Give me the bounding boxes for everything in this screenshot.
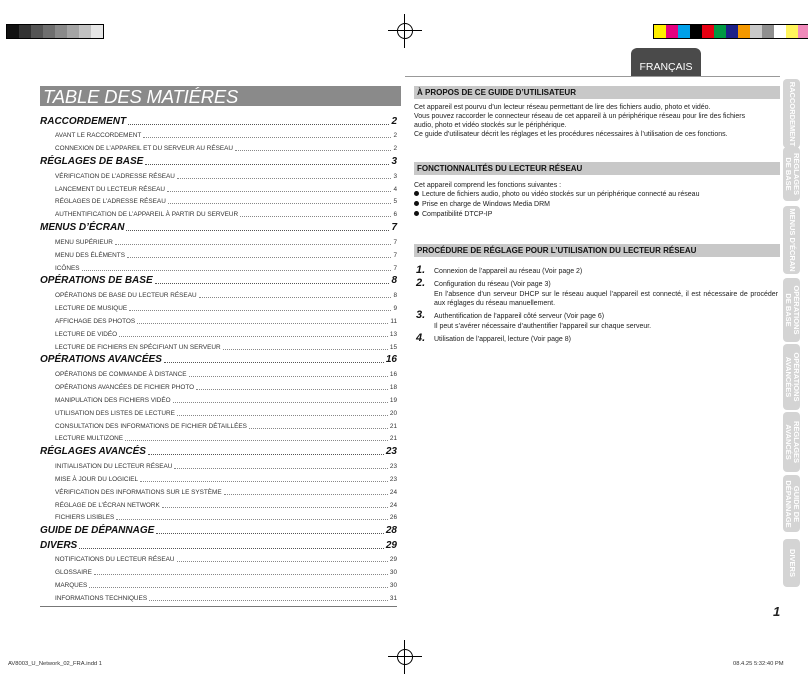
toc-page: 24 [389, 488, 397, 496]
toc-page: 30 [389, 582, 397, 590]
toc-page: 13 [389, 330, 397, 338]
toc-entry[interactable] [55, 470, 397, 483]
toc-page: 7 [393, 238, 397, 246]
language-tab: FRANÇAIS [631, 48, 701, 76]
swatch [774, 25, 786, 38]
toc-section[interactable] [40, 536, 397, 551]
toc-page: 5 [393, 198, 397, 206]
side-tab-reglages-avances[interactable]: RÉGLAGES AVANCÉS [783, 412, 800, 472]
leader-dots [115, 244, 392, 245]
side-tab-operations-base[interactable]: OPÉRATIONS DE BASE [783, 278, 800, 342]
procedure-steps [416, 264, 778, 344]
toc-entry[interactable] [55, 457, 397, 470]
leader-dots [199, 297, 392, 298]
toc-entry-label: MARQUES [55, 582, 88, 590]
toc-page: 7 [391, 221, 397, 233]
leader-dots [145, 164, 389, 165]
toc-entry[interactable] [55, 338, 397, 351]
toc-entry-label: MANIPULATION DES FICHIERS VIDÉO [55, 396, 171, 404]
toc-bottom-rule [40, 606, 397, 607]
toc-page: 20 [389, 409, 397, 417]
leader-dots [240, 216, 391, 217]
leader-dots [189, 376, 388, 377]
toc-entry[interactable] [55, 417, 397, 430]
bullet-icon [414, 211, 419, 216]
leader-dots [127, 257, 391, 258]
leader-dots [177, 178, 392, 179]
toc-page: 11 [390, 317, 397, 325]
step [416, 277, 778, 289]
toc-page: 16 [389, 370, 397, 378]
toc-entry-label: VÉRIFICATION DES INFORMATIONS SUR LE SYSTÈME [55, 488, 222, 496]
leader-dots [177, 415, 388, 416]
swatch [726, 25, 738, 38]
leader-dots [164, 362, 384, 363]
toc-section[interactable] [40, 443, 397, 458]
leader-dots [126, 230, 389, 231]
toc-entry[interactable] [55, 246, 397, 259]
side-tab-divers[interactable]: DIVERS [783, 539, 800, 587]
toc-section[interactable] [40, 152, 397, 167]
toc-entry-label: LANCEMENT DU LECTEUR RÉSEAU [55, 185, 165, 193]
toc-page: 18 [389, 383, 397, 391]
toc-entry-label: OPÉRATIONS AVANCÉES DE FICHIER PHOTO [55, 383, 195, 391]
toc-page: 24 [389, 501, 397, 509]
toc-entry[interactable] [55, 589, 397, 602]
toc-page: 31 [389, 595, 397, 603]
toc-page: 3 [393, 172, 397, 180]
toc-entry-label: ICÔNES [55, 264, 80, 272]
features-intro: Cet appareil comprend les fonctions suivantes : [414, 182, 562, 189]
leader-dots [249, 428, 388, 429]
step-text: Configuration du réseau (Voir page 3) [434, 281, 551, 288]
toc-page: 7 [393, 251, 397, 259]
leader-dots [168, 203, 392, 204]
list-item: Prise en charge de Windows Media DRM [414, 200, 780, 210]
toc-page: 16 [385, 354, 397, 366]
toc-entry-label: RÉGLAGES DE L’ADRESSE RÉSEAU [55, 198, 166, 206]
swatch [654, 25, 666, 38]
toc-page: 6 [393, 211, 397, 219]
step-note: Il peut s’avérer nécessaire d’authentifier l’appareil sur chaque serveur. [434, 323, 652, 330]
toc-entry-label: MISE À JOUR DU LOGICIEL [55, 475, 139, 483]
toc-section-title: GUIDE DE DÉPANNAGE [40, 525, 155, 536]
toc-entry[interactable] [55, 286, 397, 299]
leader-dots [89, 587, 388, 588]
toc-section-title: RÉGLAGES AVANCÉS [40, 446, 146, 457]
swatch [43, 25, 55, 38]
toc-entry-label: INITIALISATION DU LECTEUR RÉSEAU [55, 462, 173, 470]
toc-entry[interactable] [55, 391, 397, 404]
toc-entry-label: CONNEXION DE L’APPAREIL ET DU SERVEUR AU RÉSEAU [55, 145, 234, 153]
toc-entry[interactable] [55, 551, 397, 564]
divider [405, 76, 780, 77]
swatch [91, 25, 103, 38]
toc-page: 23 [389, 475, 397, 483]
bullet-icon [414, 191, 419, 196]
footer-filename: AV8003_U_Network_02_FRA.indd 1 [8, 661, 102, 667]
toc-section[interactable] [40, 272, 397, 287]
toc-page: 23 [389, 462, 397, 470]
toc-entry[interactable] [55, 365, 397, 378]
toc-entry-label: LECTURE DE MUSIQUE [55, 304, 128, 312]
toc-section-title: RÉGLAGES DE BASE [40, 155, 144, 167]
leader-dots [167, 191, 391, 192]
toc-page: 7 [393, 264, 397, 272]
side-tab-menus[interactable]: MENUS D’ÉCRAN [783, 206, 800, 274]
swatch [750, 25, 762, 38]
features-heading: FONCTIONNALITÉS DU LECTEUR RÉSEAU [414, 162, 780, 175]
toc-entry[interactable] [55, 127, 397, 140]
toc-page: 29 [389, 556, 397, 564]
toc-entry[interactable] [55, 509, 397, 522]
toc-entry-label: GLOSSAIRE [55, 569, 92, 577]
bullet-icon [414, 201, 419, 206]
toc-page: 9 [393, 304, 397, 312]
about-line: audio, photo et vidéo stockés sur le périphérique. [414, 122, 567, 129]
step-number: 4. [416, 332, 426, 344]
step-text: Connexion de l’appareil au réseau (Voir page 2) [434, 268, 583, 275]
toc-section-title: OPÉRATIONS DE BASE [40, 275, 153, 287]
toc-page: 3 [391, 155, 397, 167]
toc-page: 29 [385, 539, 397, 551]
toc-entry[interactable] [55, 193, 397, 206]
leader-dots [224, 494, 388, 495]
toc-section-title: OPÉRATIONS AVANCÉES [40, 354, 162, 366]
toc-entry-label: CONSULTATION DES INFORMATIONS DE FICHIER DÉTAILLÉES [55, 422, 247, 430]
toc-entry[interactable] [55, 259, 397, 272]
about-line: Ce guide d’utilisateur décrit les réglages et les procédures nécessaires à l’utilisation de ces fonctions. [414, 131, 728, 138]
swatch [678, 25, 690, 38]
toc-entry-label: AFFICHAGE DES PHOTOS [55, 317, 136, 325]
toc-section-title: RACCORDEMENT [40, 115, 127, 127]
side-tab-reglages-base[interactable]: RÉGLAGES DE BASE [783, 147, 800, 201]
leader-dots [116, 519, 388, 520]
leader-dots [177, 561, 388, 562]
color-bar [653, 24, 808, 39]
toc-page: 21 [389, 435, 397, 443]
leader-dots [162, 507, 388, 508]
toc-entry-label: VÉRIFICATION DE L’ADRESSE RÉSEAU [55, 172, 175, 180]
toc-entry-label: FICHIERS LISIBLES [55, 514, 115, 522]
toc-entry[interactable] [55, 378, 397, 391]
toc-entry[interactable] [55, 563, 397, 576]
toc-entry[interactable] [55, 233, 397, 246]
toc-section[interactable] [40, 522, 397, 537]
toc-entry-label: LECTURE MULTIZONE [55, 435, 124, 443]
leader-dots [173, 402, 388, 403]
toc-page: 28 [385, 525, 397, 536]
toc-page: 30 [389, 569, 397, 577]
list-item: Compatibilité DTCP-IP [414, 210, 780, 220]
about-line: Vous pouvez raccorder le connecteur réseau de cet appareil à un périphérique réseau pour lire des fichiers [414, 113, 746, 120]
toc-section[interactable] [40, 112, 397, 127]
toc-page: 26 [389, 514, 397, 522]
leader-dots [125, 440, 388, 441]
swatch [714, 25, 726, 38]
toc-entry[interactable] [55, 496, 397, 509]
toc-section[interactable] [40, 351, 397, 366]
leader-dots [223, 349, 388, 350]
toc-entry[interactable] [55, 325, 397, 338]
toc-page: 2 [393, 145, 397, 153]
toc-page: 2 [391, 115, 397, 127]
toc-entry-label: UTILISATION DES LISTES DE LECTURE [55, 409, 175, 417]
leader-dots [82, 270, 392, 271]
toc-entry-label: LECTURE DE VIDÉO [55, 330, 118, 338]
step [416, 332, 778, 344]
footer-timestamp: 08.4.25 5:32:40 PM [733, 661, 784, 667]
toc-page: 23 [385, 446, 397, 457]
swatch [786, 25, 798, 38]
toc-entry-label: LECTURE DE FICHIERS EN SPÉCIFIANT UN SERVEUR [55, 343, 221, 351]
toc-entry-label: MENU SUPÉRIEUR [55, 238, 113, 246]
procedure-heading: PROCÉDURE DE RÉGLAGE POUR L’UTILISATION DU LECTEUR RÉSEAU [414, 244, 780, 257]
toc-entry[interactable] [55, 139, 397, 152]
toc-page: 21 [389, 422, 397, 430]
toc-page: 2 [393, 132, 397, 140]
swatch [31, 25, 43, 38]
swatch [666, 25, 678, 38]
toc-entry-label: AUTHENTIFICATION DE L’APPAREIL À PARTIR DU SERVEUR [55, 211, 239, 219]
registration-mark-bottom [394, 646, 416, 668]
toc-title: TABLE DES MATIÉRES [40, 86, 401, 106]
toc-page: 4 [393, 185, 397, 193]
leader-dots [119, 336, 388, 337]
leader-dots [149, 600, 388, 601]
swatch [79, 25, 91, 38]
toc-entry-label: OPÉRATIONS DE COMMANDE À DISTANCE [55, 370, 187, 378]
step-text: Utilisation de l’appareil, lecture (Voir page 8) [434, 336, 571, 343]
page-number: 1 [773, 604, 781, 619]
swatch [690, 25, 702, 38]
swatch [7, 25, 19, 38]
side-tab-depannage[interactable]: GUIDE DE DÉPANNAGE [783, 475, 800, 532]
step-text: Authentification de l’appareil côté serveur (Voir page 6) [434, 313, 605, 320]
step-number: 3. [416, 309, 426, 321]
toc-section-title: DIVERS [40, 539, 78, 551]
about-line: Cet appareil est pourvu d’un lecteur réseau permettant de lire des fichiers audio, photo et vidéo. [414, 104, 711, 111]
toc-entry-label: RÉGLAGE DE L’ÉCRAN NETWORK [55, 501, 160, 509]
leader-dots [155, 283, 390, 284]
leader-dots [94, 574, 388, 575]
toc-entry-label: INFORMATIONS TECHNIQUES [55, 595, 148, 603]
toc-entry[interactable] [55, 404, 397, 417]
toc-entry-label: AVANT LE RACCORDEMENT [55, 132, 142, 140]
leader-dots [174, 468, 387, 469]
toc-entry-label: MENU DES ÉLÉMENTS [55, 251, 125, 259]
toc-entry[interactable] [55, 312, 397, 325]
toc-page: 8 [391, 275, 397, 287]
swatch [702, 25, 714, 38]
toc-section-title: MENUS D’ÉCRAN [40, 221, 125, 233]
step [416, 309, 778, 321]
toc-entry[interactable] [55, 167, 397, 180]
leader-dots [129, 310, 391, 311]
leader-dots [143, 137, 391, 138]
toc-page: 19 [389, 396, 397, 404]
swatch [762, 25, 774, 38]
toc-entry[interactable] [55, 430, 397, 443]
swatch [19, 25, 31, 38]
leader-dots [235, 150, 391, 151]
side-tab-operations-avancees[interactable]: OPÉRATIONS AVANCÉES [783, 344, 800, 410]
step-number: 2. [416, 277, 426, 289]
leader-dots [156, 533, 384, 534]
toc-entry-label: OPÉRATIONS DE BASE DU LECTEUR RÉSEAU [55, 291, 197, 299]
registration-mark-top [394, 20, 416, 42]
leader-dots [137, 323, 388, 324]
toc-entry[interactable] [55, 576, 397, 589]
toc-entry[interactable] [55, 180, 397, 193]
toc-entry[interactable] [55, 299, 397, 312]
leader-dots [196, 389, 388, 390]
leader-dots [128, 124, 389, 125]
step [416, 264, 778, 276]
toc-section[interactable] [40, 218, 397, 233]
leader-dots [79, 548, 384, 549]
swatch [738, 25, 750, 38]
toc-page: 8 [393, 291, 397, 299]
swatch [55, 25, 67, 38]
step-note: En l’absence d’un serveur DHCP sur le réseau auquel l’appareil est connecté, il est nécessaire de procéder aux réglages du réseau manuellement. [434, 291, 778, 307]
about-heading: À PROPOS DE CE GUIDE D’UTILISATEUR [414, 86, 780, 99]
leader-dots [140, 481, 388, 482]
toc-entry[interactable] [55, 206, 397, 219]
about-text [414, 103, 780, 139]
swatch [67, 25, 79, 38]
side-tab-raccordement[interactable]: RACCORDEMENT [783, 79, 800, 148]
toc-page: 15 [389, 343, 397, 351]
toc-entry[interactable] [55, 483, 397, 496]
swatch [798, 25, 808, 38]
leader-dots [148, 454, 384, 455]
list-item: Lecture de fichiers audio, photo ou vidéo stockés sur un périphérique connecté au réseau [414, 190, 780, 200]
toc-entry-label: NOTIFICATIONS DU LECTEUR RÉSEAU [55, 556, 175, 564]
grayscale-strip [6, 24, 104, 39]
step-number: 1. [416, 264, 426, 276]
features-list [414, 190, 780, 220]
